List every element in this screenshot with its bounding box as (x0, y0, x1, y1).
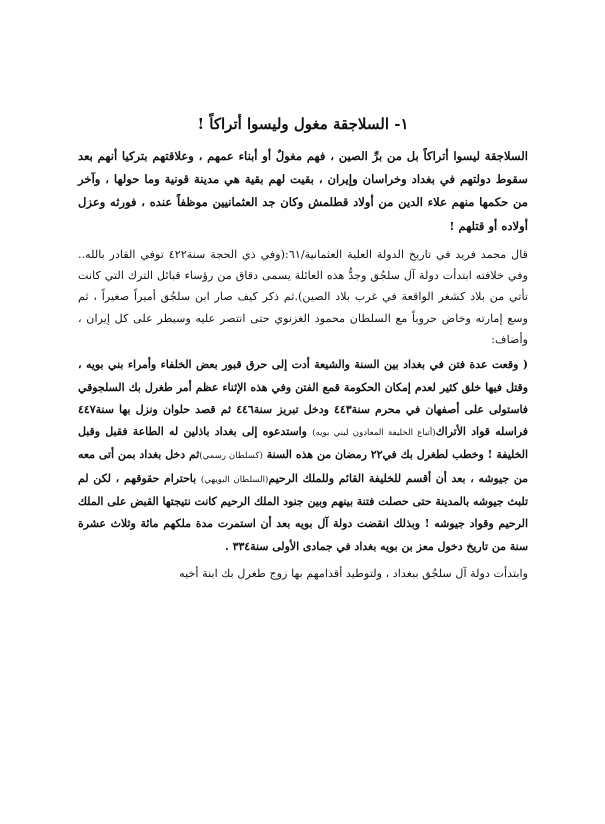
source-paragraph: قال محمد فريد في تاريخ الدولة العلية العثمانية/٦١:(وفي ذي الحجة سنة٤٢٢ توفي القادر بالله.. وفي خلافته ابتدأت دولة آل سلجُق وجدُّ هذه العائلة يسمى دقاق من رؤساء قبائل الترك التي كانت تأتي من بلاد كشغر الواقعة في غرب بلاد الصين).ثم ذكر كيف صار ابن سلجُق أميراً صغيراً ، ثم وسع إمارته وخاض حروباً مع السلطان محمود الغزنوي حتى انتصر عليه وسيطر على كل إيران ، وأضاف: (78, 247, 528, 346)
section-heading: ١- السلاجقة مغول وليسوا أتراكاً ! (197, 115, 409, 133)
intro-paragraph: السلاجقة ليسوا أتراكاً بل من برِّ الصين ، فهم مغولٌ أو أبناء عمهم ، وعلاقتهم بتركيا أنهم بعد سقوط دولتهم في بغداد وخراسان وإيران ، بقيت لهم بقية هي مدينة قونية وما حولها ، وآخر من حكمها منهم علاء الدين من أولاد قطلمش وكان جد العثمانيين موظفاً عنده ، فورثه وعزل أولاده أو قتلهم ! (78, 149, 528, 233)
quote-note-buyid-sultan: (السلطان البويهي) (200, 474, 269, 485)
quote-text-part-4: باحترام حقوقهم ، لكن لم تلبث جيوشه بالمدينة حتى حصلت فتنة بينهم وبين جنود الملك الرحيم كانت نتيجتها القبض على الملك الرحيم وقواد جيوشه ! وبذلك انقضت دولة آل بويه بعد أن استمرت مدة ملكهم مائة وثلاث عشرة سنة من تاريخ دخول معز بن بويه بغداد في جمادى الأولى سنة٣٣٤ . (78, 471, 528, 553)
closing-paragraph: وابتدأت دولة آل سلجُق ببغداد ، ولتوطيد أقدامهم بها زوج طغرل بك ابنة أخيه (179, 566, 528, 580)
quote-text-part-2: واستدعوه إلى بغداد باذلين له الطاعة فقبل وقبل الخليفة ! وخطب لطغرل بك في٢٢ رمضان من هذه السنة (78, 425, 528, 462)
quote-text-part-1: ( وقعت عدة فتن في بغداد بين السنة والشيعة أدت إلى حرق قبور بعض الخلفاء وأمراء بني بويه ، وقتل فيها خلق كثير لعدم إمكان الحكومة قمع الفتن وفي هذه الإثناء عظم أمر طغرل بك السلجوقي فاستولى على أصفهان في محرم سنة٤٤٣ ودخل تبريز سنة٤٤٦ ثم قصد حلوان ونزل بها سنة٤٤٧ فراسله قواد الأتراك (78, 358, 529, 439)
quote-note-official-sultan: (كسلطان رسمي) (199, 451, 263, 462)
quote-paragraph (78, 354, 528, 558)
text-column (78, 113, 528, 584)
quote-text-part-3: ثم دخل بغداد بمن أتى معه من جيوشه ، بعد أن أقسم للخليفة القائم وللملك الرحيم (78, 448, 528, 485)
quote-note-allies: (أتباع الخليفة المعادون لبني بويه) (312, 428, 436, 439)
